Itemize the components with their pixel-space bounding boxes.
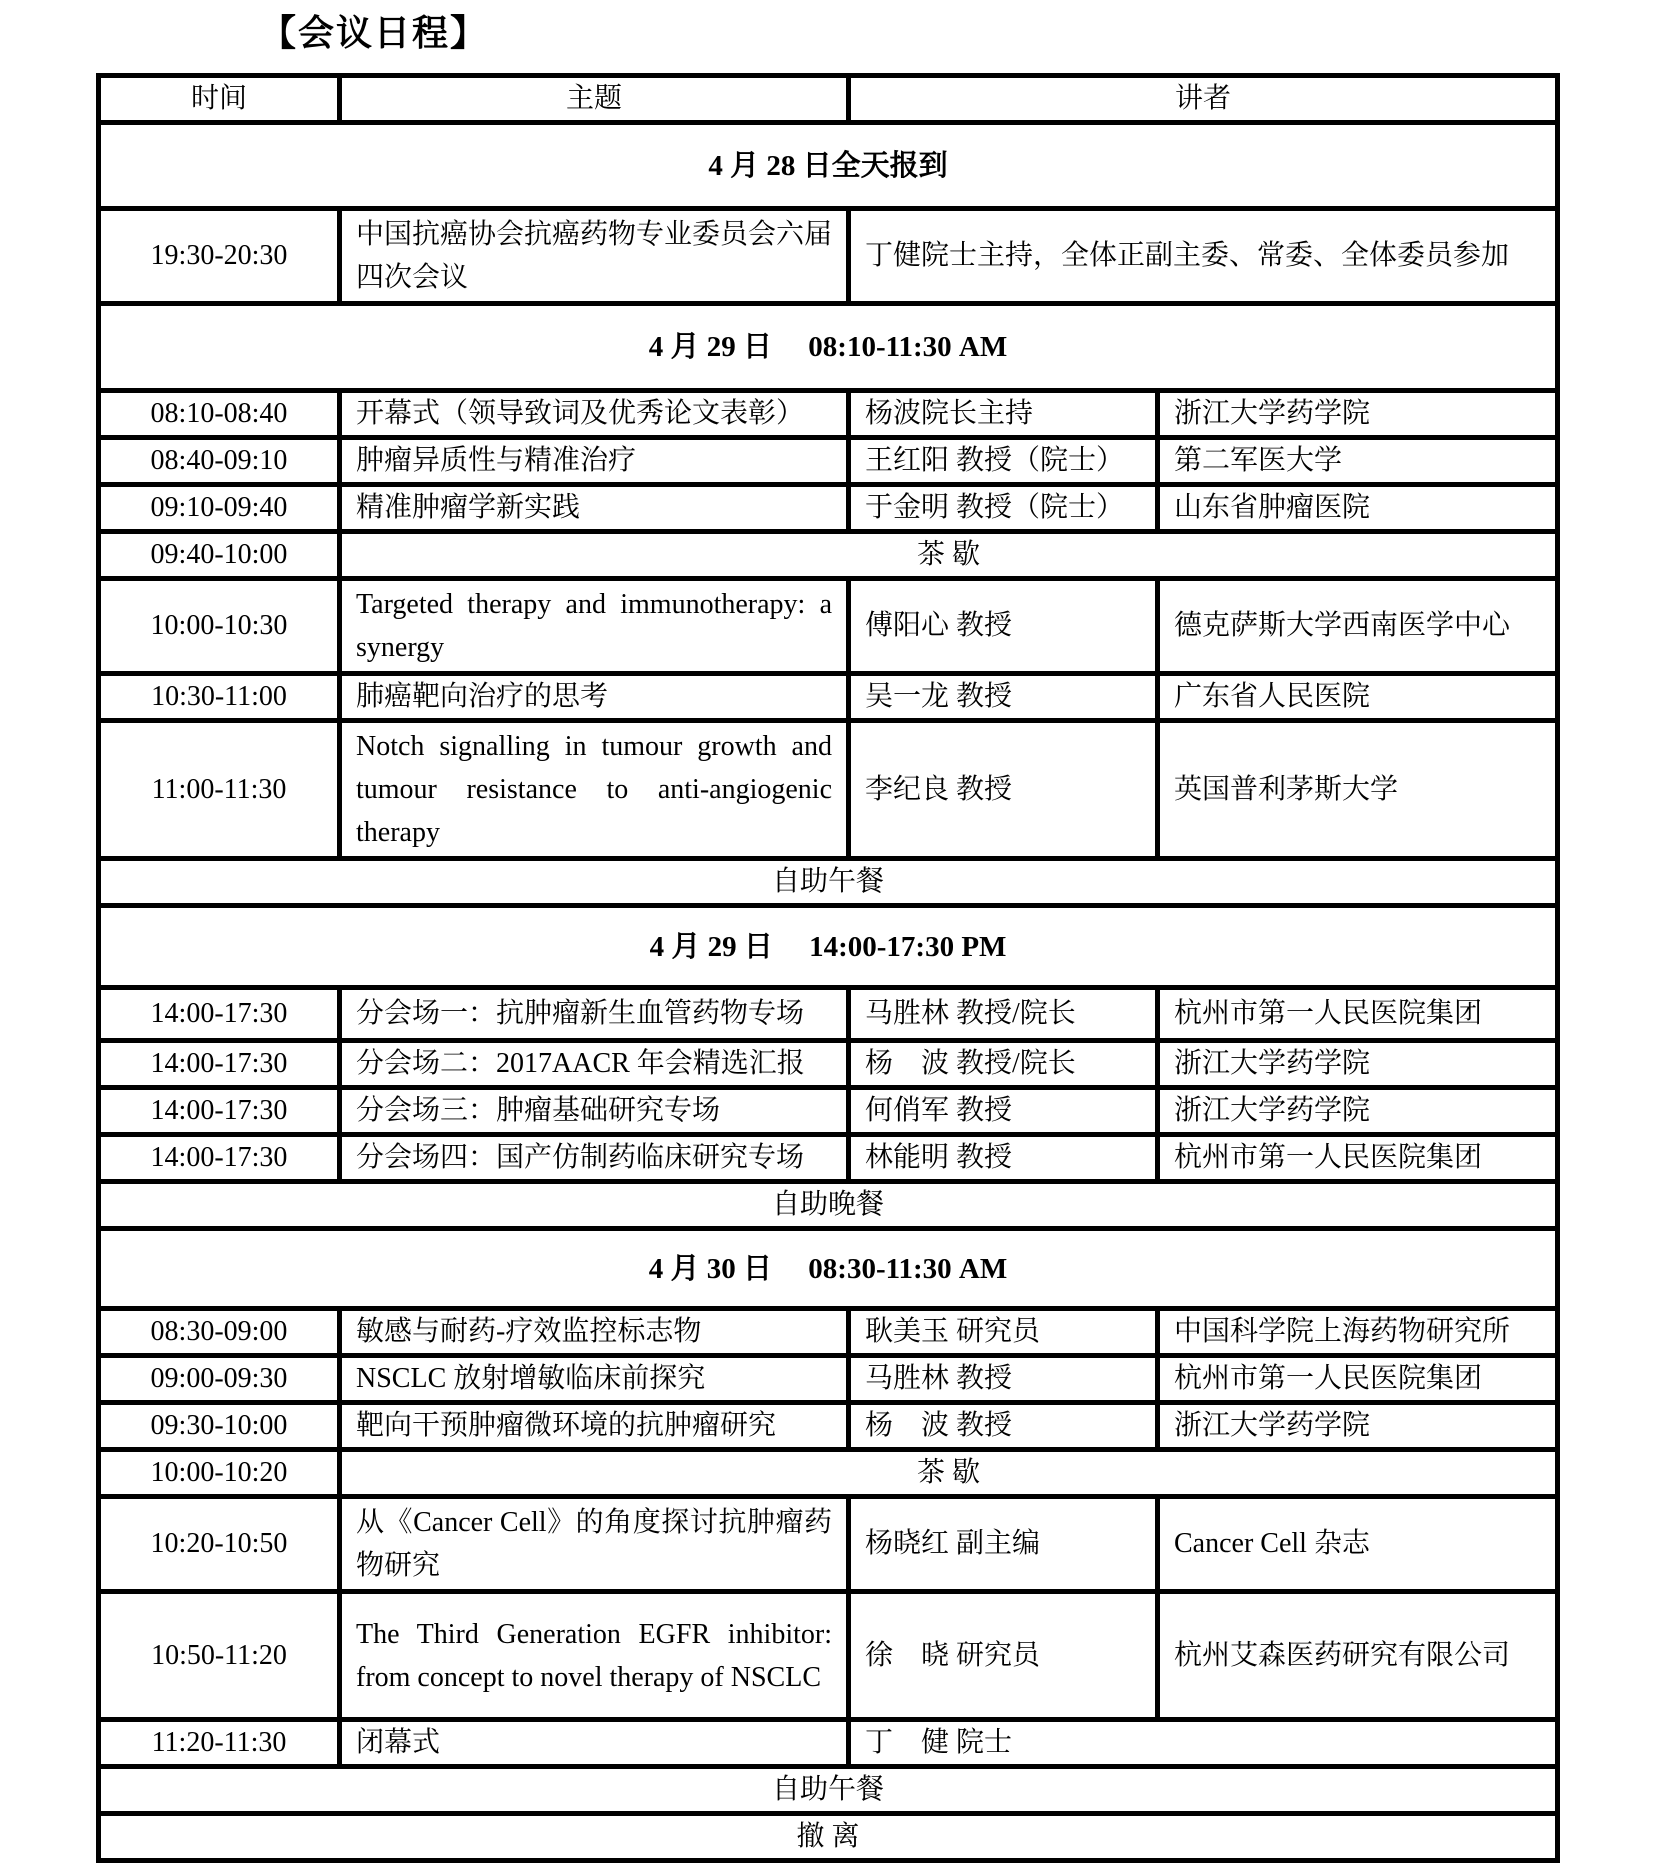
affiliation-cell: 杭州市第一人民医院集团 <box>1158 988 1558 1041</box>
topic-cell: 靶向干预肿瘤微环境的抗肿瘤研究 <box>340 1403 849 1450</box>
session-row <box>99 579 1558 674</box>
affiliation-cell: 山东省肿瘤医院 <box>1158 485 1558 532</box>
session-row <box>99 721 1558 859</box>
time-cell: 14:00-17:30 <box>99 988 340 1041</box>
day-header-row <box>99 304 1558 391</box>
speaker-cell: 李纪良 教授 <box>849 721 1158 859</box>
time-cell: 10:00-10:20 <box>99 1450 340 1497</box>
affiliation-cell: 英国普利茅斯大学 <box>1158 721 1558 859</box>
session-row <box>99 485 1558 532</box>
day-header-cell: 4 月 29 日 14:00-17:30 PM <box>99 906 1558 988</box>
affiliation-cell: 浙江大学药学院 <box>1158 1041 1558 1088</box>
topic-cell: 开幕式（领导致词及优秀论文表彰） <box>340 391 849 438</box>
time-cell: 08:10-08:40 <box>99 391 340 438</box>
speaker-cell: 马胜林 教授/院长 <box>849 988 1158 1041</box>
session-row <box>99 674 1558 721</box>
topic-cell: 肿瘤异质性与精准治疗 <box>340 438 849 485</box>
meal-row <box>99 859 1558 906</box>
affiliation-cell: Cancer Cell 杂志 <box>1158 1497 1558 1592</box>
speaker-cell: 徐 晓 研究员 <box>849 1592 1158 1720</box>
session-row <box>99 1356 1558 1403</box>
speaker-cell: 马胜林 教授 <box>849 1356 1158 1403</box>
break-row <box>99 1450 1558 1497</box>
time-cell: 09:00-09:30 <box>99 1356 340 1403</box>
topic-cell: 分会场三：肿瘤基础研究专场 <box>340 1088 849 1135</box>
topic-cell: Notch signalling in tumour growth and tumour resistance to anti-angiogenic therapy <box>340 721 849 859</box>
time-cell: 10:00-10:30 <box>99 579 340 674</box>
topic-cell: The Third Generation EGFR inhibitor: from concept to novel therapy of NSCLC <box>340 1592 849 1720</box>
departure-label-cell: 撤 离 <box>99 1814 1558 1861</box>
topic-cell: 分会场一：抗肿瘤新生血管药物专场 <box>340 988 849 1041</box>
time-cell: 14:00-17:30 <box>99 1088 340 1135</box>
day-header-cell: 4 月 28 日全天报到 <box>99 123 1558 209</box>
day-header-row <box>99 123 1558 209</box>
session-row <box>99 1497 1558 1592</box>
affiliation-cell: 第二军医大学 <box>1158 438 1558 485</box>
topic-cell: 分会场四：国产仿制药临床研究专场 <box>340 1135 849 1182</box>
session-row <box>99 1041 1558 1088</box>
day-header-row <box>99 906 1558 988</box>
affiliation-cell: 浙江大学药学院 <box>1158 1403 1558 1450</box>
speaker-cell: 杨 波 教授 <box>849 1403 1158 1450</box>
break-label-cell: 茶 歇 <box>340 1450 1558 1497</box>
time-cell: 19:30-20:30 <box>99 209 340 304</box>
topic-cell: 从《Cancer Cell》的角度探讨抗肿瘤药物研究 <box>340 1497 849 1592</box>
session-row <box>99 209 1558 304</box>
speaker-cell: 杨晓红 副主编 <box>849 1497 1158 1592</box>
time-cell: 11:00-11:30 <box>99 721 340 859</box>
affiliation-cell: 杭州市第一人民医院集团 <box>1158 1135 1558 1182</box>
time-cell: 14:00-17:30 <box>99 1135 340 1182</box>
meal-label-cell: 自助晚餐 <box>99 1182 1558 1229</box>
speaker-cell: 于金明 教授（院士） <box>849 485 1158 532</box>
session-row <box>99 1720 1558 1767</box>
speaker-cell: 傅阳心 教授 <box>849 579 1158 674</box>
time-cell: 14:00-17:30 <box>99 1041 340 1088</box>
schedule-table <box>96 73 1560 1863</box>
time-cell: 09:30-10:00 <box>99 1403 340 1450</box>
affiliation-cell: 浙江大学药学院 <box>1158 1088 1558 1135</box>
topic-cell: 分会场二：2017AACR 年会精选汇报 <box>340 1041 849 1088</box>
day-header-cell: 4 月 29 日 08:10-11:30 AM <box>99 304 1558 391</box>
meal-label-cell: 自助午餐 <box>99 859 1558 906</box>
page-title: 【会议日程】 <box>260 12 489 53</box>
session-row <box>99 988 1558 1041</box>
break-row <box>99 532 1558 579</box>
speaker-cell: 吴一龙 教授 <box>849 674 1158 721</box>
session-row <box>99 438 1558 485</box>
table-header-row <box>99 76 1558 123</box>
affiliation-cell: 杭州市第一人民医院集团 <box>1158 1356 1558 1403</box>
column-header-time: 时间 <box>99 76 340 123</box>
affiliation-cell: 中国科学院上海药物研究所 <box>1158 1309 1558 1356</box>
speaker-cell: 杨 波 教授/院长 <box>849 1041 1158 1088</box>
topic-cell: 精准肿瘤学新实践 <box>340 485 849 532</box>
time-cell: 11:20-11:30 <box>99 1720 340 1767</box>
speaker-cell: 林能明 教授 <box>849 1135 1158 1182</box>
topic-cell: 肺癌靶向治疗的思考 <box>340 674 849 721</box>
speaker-cell: 何俏军 教授 <box>849 1088 1158 1135</box>
meal-row <box>99 1182 1558 1229</box>
time-cell: 08:30-09:00 <box>99 1309 340 1356</box>
affiliation-cell: 杭州艾森医药研究有限公司 <box>1158 1592 1558 1720</box>
day-header-cell: 4 月 30 日 08:30-11:30 AM <box>99 1229 1558 1309</box>
affiliation-cell: 广东省人民医院 <box>1158 674 1558 721</box>
topic-cell: 敏感与耐药-疗效监控标志物 <box>340 1309 849 1356</box>
speaker-cell: 丁健院士主持，全体正副主委、常委、全体委员参加 <box>849 209 1558 304</box>
session-row <box>99 1403 1558 1450</box>
topic-cell: 闭幕式 <box>340 1720 849 1767</box>
speaker-cell: 杨波院长主持 <box>849 391 1158 438</box>
speaker-cell: 耿美玉 研究员 <box>849 1309 1158 1356</box>
session-row <box>99 1135 1558 1182</box>
time-cell: 10:50-11:20 <box>99 1592 340 1720</box>
meal-row <box>99 1767 1558 1814</box>
time-cell: 08:40-09:10 <box>99 438 340 485</box>
meal-label-cell: 自助午餐 <box>99 1767 1558 1814</box>
session-row <box>99 391 1558 438</box>
break-label-cell: 茶 歇 <box>340 532 1558 579</box>
departure-row <box>99 1814 1558 1861</box>
session-row <box>99 1088 1558 1135</box>
session-row <box>99 1592 1558 1720</box>
affiliation-cell: 德克萨斯大学西南医学中心 <box>1158 579 1558 674</box>
column-header-topic: 主题 <box>340 76 849 123</box>
affiliation-cell: 浙江大学药学院 <box>1158 391 1558 438</box>
speaker-cell: 王红阳 教授（院士） <box>849 438 1158 485</box>
session-row <box>99 1309 1558 1356</box>
topic-cell: Targeted therapy and immunotherapy: a synergy <box>340 579 849 674</box>
speaker-cell: 丁 健 院士 <box>849 1720 1558 1767</box>
topic-cell: NSCLC 放射增敏临床前探究 <box>340 1356 849 1403</box>
day-header-row <box>99 1229 1558 1309</box>
column-header-speaker: 讲者 <box>849 76 1558 123</box>
time-cell: 10:30-11:00 <box>99 674 340 721</box>
time-cell: 09:40-10:00 <box>99 532 340 579</box>
time-cell: 10:20-10:50 <box>99 1497 340 1592</box>
topic-cell: 中国抗癌协会抗癌药物专业委员会六届四次会议 <box>340 209 849 304</box>
time-cell: 09:10-09:40 <box>99 485 340 532</box>
